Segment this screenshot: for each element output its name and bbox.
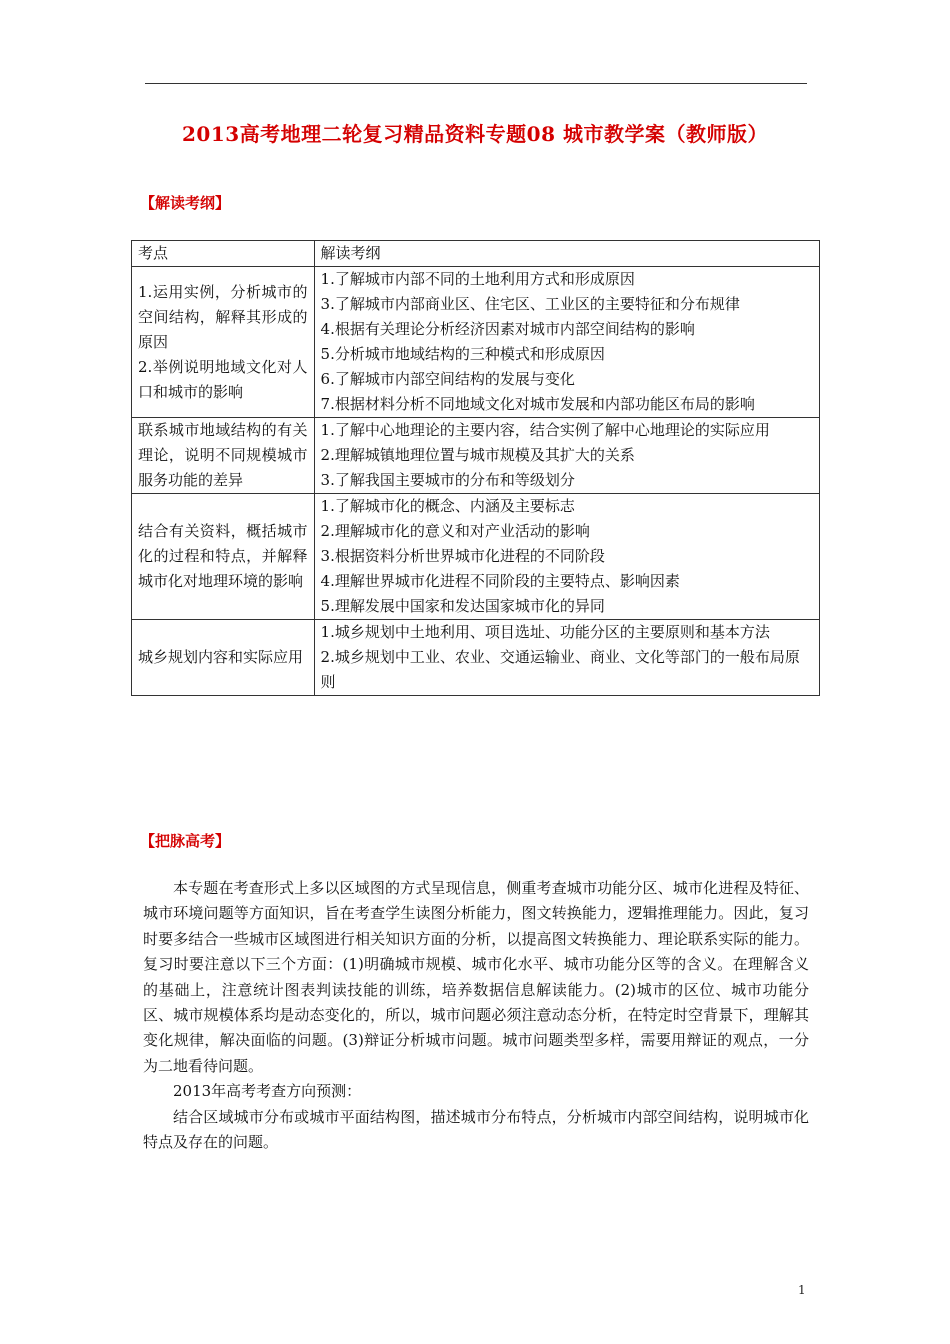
header-interpretation: 解读考纲	[314, 241, 819, 267]
list-item: 1.了解城市内部不同的土地利用方式和形成原因	[320, 270, 635, 288]
list-item: 3.了解城市内部商业区、住宅区、工业区的主要特征和分布规律	[320, 295, 740, 313]
list-item: 1.了解中心地理论的主要内容，结合实例了解中心地理论的实际应用	[320, 421, 770, 439]
list-item: 1.了解城市化的概念、内涵及主要标志	[320, 497, 575, 515]
table-row	[132, 267, 820, 418]
header-rule	[145, 83, 807, 84]
page-number: 1	[798, 1283, 806, 1297]
list-item: 3.根据资料分析世界城市化进程的不同阶段	[320, 547, 605, 565]
list-item: 2.城乡规划中工业、农业、交通运输业、商业、文化等部门的一般布局原则	[320, 648, 800, 691]
interpretation-cell	[314, 494, 819, 620]
list-item: 2.理解城市化的意义和对产业活动的影响	[320, 522, 590, 540]
table-header-row	[132, 241, 820, 267]
list-item: 4.根据有关理论分析经济因素对城市内部空间结构的影响	[320, 320, 695, 338]
interpretation-cell	[314, 267, 819, 418]
topic-cell	[132, 267, 315, 418]
topic-cell	[132, 620, 315, 696]
paragraph: 2013年高考考查方向预测：	[173, 1082, 362, 1101]
topic-cell	[132, 494, 315, 620]
header-topic: 考点	[132, 241, 315, 267]
syllabus-table	[131, 240, 820, 696]
topic-text: 联系城市地域结构的有关理论，说明不同规模城市服务功能的差异	[138, 421, 308, 489]
pulse-heading: 【把脉高考】	[140, 832, 231, 850]
paragraph: 结合区域城市分布或城市平面结构图，描述城市分布特点，分析城市内部空间结构，说明城市化特点及存在的问题。	[143, 1107, 809, 1152]
topic-text: 1.运用实例，分析城市的空间结构，解释其形成的原因	[138, 282, 308, 351]
table-row	[132, 494, 820, 620]
list-item: 5.理解发展中国家和发达国家城市化的异同	[320, 597, 605, 615]
topic-text: 2.举例说明地域文化对人口和城市的影响	[138, 357, 308, 401]
table-row	[132, 620, 820, 696]
topic-text: 结合有关资料，概括城市化的过程和特点，并解释城市化对地理环境的影响	[138, 522, 308, 590]
table-row	[132, 418, 820, 494]
list-item: 7.根据材料分析不同地域文化对城市发展和内部功能区布局的影响	[320, 395, 755, 413]
list-item: 3.了解我国主要城市的分布和等级划分	[320, 471, 575, 489]
interpretation-cell	[314, 620, 819, 696]
body-text	[143, 876, 809, 1155]
paragraph: 本专题在考查形式上多以区域图的方式呈现信息，侧重考查城市功能分区、城市化进程及特征、城市环境问题等方面知识，旨在考查学生读图分析能力，图文转换能力，逻辑推理能力。因此，复习时要多结合一些城市区域图进行相关知识方面的分析，以提高图文转换能力、理论联系实际的能力。复习时要注意以下三个方面：(1)明确城市规模、城市化水平、城市功能分区等的含义。在理解含义的基础上，注意统计图表判读技能的训练，培养数据信息解读能力。(2)城市的区位、城市功能分区、城市规模体系均是动态变化的，所以，城市问题必须注意动态分析，在特定时空背景下，理解其变化规律，解决面临的问题。(3)辩证分析城市问题。城市问题类型多样，需要用辩证的观点，一分为二地看待问题。	[143, 879, 809, 1075]
list-item: 2.理解城镇地理位置与城市规模及其扩大的关系	[320, 446, 635, 464]
list-item: 4.理解世界城市化进程不同阶段的主要特点、影响因素	[320, 572, 680, 590]
syllabus-heading: 【解读考纲】	[140, 194, 231, 212]
interpretation-cell	[314, 418, 819, 494]
document-title: 2013高考地理二轮复习精品资料专题08 城市教学案（教师版）	[182, 122, 768, 146]
list-item: 1.城乡规划中土地利用、项目选址、功能分区的主要原则和基本方法	[320, 623, 770, 641]
topic-cell	[132, 418, 315, 494]
list-item: 6.了解城市内部空间结构的发展与变化	[320, 370, 575, 388]
topic-text: 城乡规划内容和实际应用	[138, 648, 304, 666]
list-item: 5.分析城市地域结构的三种模式和形成原因	[320, 345, 605, 363]
